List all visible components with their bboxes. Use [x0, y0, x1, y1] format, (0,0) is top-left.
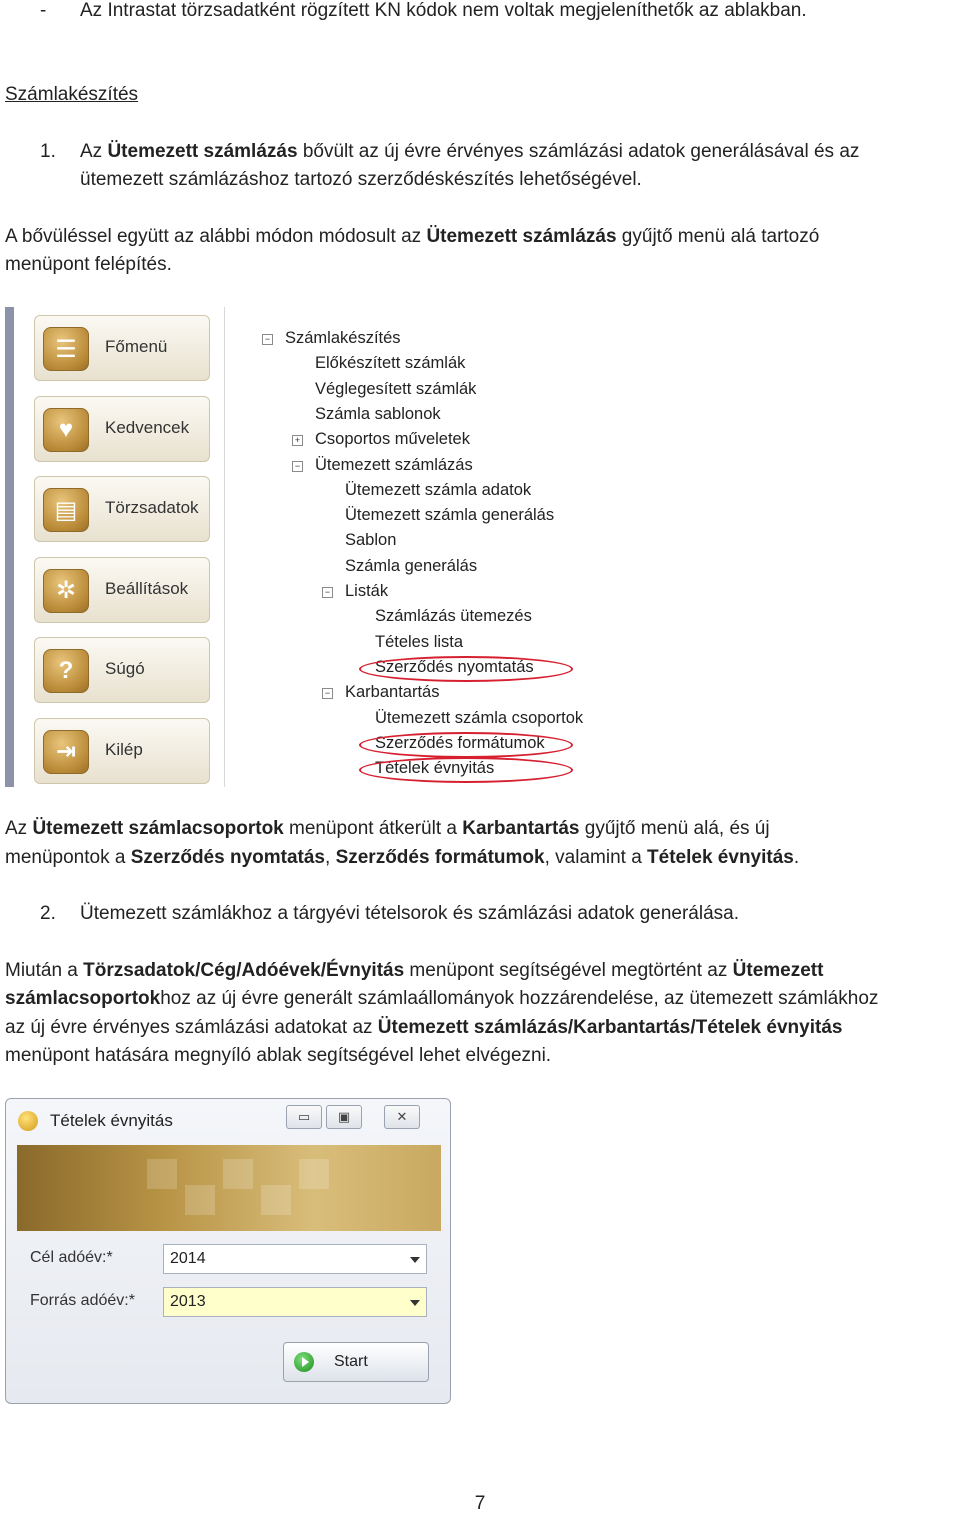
- tree-item[interactable]: Előkészített számlák: [315, 354, 466, 373]
- item-number-1: 1.: [40, 141, 56, 162]
- tree-item[interactable]: Ütemezett számla adatok: [345, 480, 532, 499]
- para-2-line-1: A bővüléssel együtt az alábbi módon módosult az Ütemezett számlázás gyűjtő menü alá tartozó: [5, 226, 820, 247]
- nav-button-label: Súgó: [105, 659, 145, 678]
- target-year-label: Cél adóév:*: [30, 1249, 113, 1266]
- minimize-button[interactable]: ▭: [286, 1105, 322, 1129]
- dialog-title: Tételek évnyitás: [50, 1111, 173, 1130]
- source-year-value: 2013: [170, 1293, 206, 1310]
- tree-item[interactable]: Csoportos műveletek: [315, 430, 470, 449]
- dropdown-arrow-icon[interactable]: [410, 1257, 420, 1263]
- tree-item[interactable]: Számlakészítés: [285, 329, 401, 347]
- dropdown-arrow-icon[interactable]: [410, 1300, 420, 1306]
- heart-icon: ♥: [43, 408, 89, 452]
- highlight-ellipse: [359, 757, 573, 783]
- tree-item[interactable]: Számlázás ütemezés: [375, 607, 532, 626]
- nav-button[interactable]: [34, 315, 210, 381]
- tree-item[interactable]: Listák: [345, 582, 389, 600]
- banner-image: [17, 1145, 441, 1231]
- target-year-combo[interactable]: [163, 1244, 427, 1274]
- target-year-value: 2014: [170, 1250, 206, 1267]
- nav-button-label: Törzsadatok: [105, 498, 199, 517]
- item-1-line-2: ütemezett számlázáshoz tartozó szerződéskészítés lehetőségével.: [80, 169, 642, 190]
- expand-icon[interactable]: +: [292, 435, 303, 446]
- para-5-line-2: számlacsoportokhoz az új évre generált számlaállományok hozzárendelése, az ütemezett számlákhoz: [5, 988, 879, 1009]
- item-1-line-1: Az Ütemezett számlázás bővült az új évre érvényes számlázási adatok generálásával és az: [80, 141, 860, 162]
- start-label: Start: [334, 1353, 368, 1370]
- app-icon: [18, 1111, 38, 1131]
- para-5-line-4: menüpont hatására megnyíló ablak segítségével lehet elvégezni.: [5, 1045, 552, 1066]
- para-5-line-3: az új évre érvényes számlázási adatokat az Ütemezett számlázás/Karbantartás/Tételek évnyitás: [5, 1017, 843, 1038]
- tree-item[interactable]: Számla generálás: [345, 556, 478, 575]
- collapse-icon[interactable]: −: [262, 334, 273, 345]
- nav-button[interactable]: [34, 476, 210, 542]
- gear-icon: ✲: [43, 569, 89, 613]
- restore-button[interactable]: ▣: [326, 1105, 362, 1129]
- section-heading: Számlakészítés: [5, 84, 139, 105]
- tree-item[interactable]: Tételes lista: [375, 632, 464, 651]
- para-2-line-2: menüpont felépítés.: [5, 254, 172, 275]
- tree-item[interactable]: Tételek évnyitás: [375, 759, 495, 778]
- collapse-icon[interactable]: −: [322, 688, 333, 699]
- tetelek-evnyitas-dialog: [5, 1098, 451, 1404]
- collapse-icon[interactable]: −: [292, 461, 303, 472]
- nav-button-label: Beállítások: [105, 578, 189, 598]
- intrastat-note: Az Intrastat törzsadatként rögzített KN kódok nem voltak megjeleníthetők az ablakban.: [80, 0, 807, 21]
- nav-button[interactable]: [34, 718, 210, 784]
- play-icon: [294, 1352, 314, 1372]
- tree-item[interactable]: Szerződés nyomtatás: [375, 657, 534, 676]
- para-3-line-1: Az Ütemezett számlacsoportok menüpont átkerült a Karbantartás gyűjtő menü alá, és új: [5, 818, 770, 839]
- tree-item[interactable]: Véglegesített számlák: [315, 379, 477, 398]
- tree-item[interactable]: Számla sablonok: [315, 404, 441, 423]
- para-3-line-2: menüpontok a Szerződés nyomtatás, Szerződés formátumok, valamint a Tételek évnyitás.: [5, 847, 800, 868]
- tree-item[interactable]: Ütemezett számla generálás: [345, 506, 555, 525]
- nav-button[interactable]: [34, 396, 210, 462]
- source-year-label: Forrás adóév:*: [30, 1292, 135, 1309]
- tree-item[interactable]: Sablon: [345, 531, 397, 550]
- exit-icon: ⇥: [43, 730, 89, 774]
- start-button[interactable]: [283, 1342, 429, 1382]
- nav-button-label: Kedvencek: [105, 417, 190, 437]
- nav-button[interactable]: [34, 637, 210, 703]
- menu-tree: [224, 307, 645, 787]
- nav-button-label: Főmenü: [105, 337, 168, 356]
- list-dash: -: [40, 0, 47, 21]
- source-year-combo[interactable]: [163, 1287, 427, 1317]
- page-number: 7: [474, 1493, 486, 1514]
- item-2-text: Ütemezett számlákhoz a tárgyévi tételsorok és számlázási adatok generálása.: [80, 903, 739, 924]
- item-number-2: 2.: [40, 903, 56, 924]
- tree-icon: ☰: [43, 327, 89, 371]
- menu-screenshot: [5, 307, 650, 787]
- para-5-line-1: Miután a Törzsadatok/Cég/Adóévek/Évnyitás menüpont segítségével megtörtént az Ütemezett: [5, 960, 824, 981]
- tree-item[interactable]: Karbantartás: [345, 683, 440, 702]
- nav-button-label: Kilép: [105, 739, 143, 759]
- close-button[interactable]: ✕: [384, 1105, 420, 1129]
- tree-item[interactable]: Ütemezett számlázás: [315, 455, 473, 474]
- nav-button[interactable]: [34, 557, 210, 623]
- highlight-ellipse: [359, 732, 573, 758]
- document-icon: ▤: [43, 488, 89, 532]
- highlight-ellipse: [359, 656, 573, 682]
- collapse-icon[interactable]: −: [322, 587, 333, 598]
- tree-item[interactable]: Szerződés formátumok: [375, 733, 545, 752]
- question-icon: ?: [43, 649, 89, 693]
- tree-item[interactable]: Ütemezett számla csoportok: [375, 708, 584, 727]
